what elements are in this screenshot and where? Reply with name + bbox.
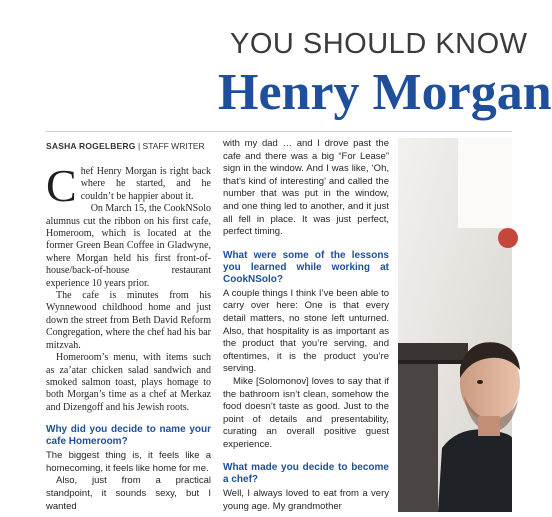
paragraph: On March 15, the CookNSolo alumnus cut the ribbon on his first cafe, Homeroom, which is located at the former Green Bean Coffee in Gladwyne, where Morgan held his first front-of-house/back-of-house restaurant experience 10 years prior.	[46, 203, 211, 289]
answer-paragraph: A couple things I think I’ve been able to carry over here: One is that every detail matters, no stone left unturned. Also, that hospitality is as important as the product that you’re serving, and oftentimes, it is the product you’re serving.	[223, 287, 389, 375]
byline-separator: |	[135, 141, 143, 151]
answer-paragraph: Also, just from a practical standpoint, it sounds sexy, but I wanted	[46, 475, 211, 512]
paragraph: Homeroom’s menu, with items such as za’atar chicken salad sandwich and smoked salmon toast, plays homage to both Morgan’s time as a chef at Merkaz and Dizengoff and his Jewish roots.	[46, 352, 211, 413]
question-heading: Why did you decide to name your cafe Homeroom?	[46, 424, 211, 448]
lead-paragraph	[46, 160, 211, 211]
drop-cap: C	[46, 160, 77, 211]
answer-block	[46, 450, 211, 513]
chef-photo	[398, 138, 512, 512]
header-divider	[46, 131, 512, 132]
answer-paragraph: Well, I always loved to eat from a very young age. My grandmother	[223, 488, 389, 513]
lead-text: hef Henry Morgan is right back where he started, and he couldn’t be happier about it.	[80, 166, 211, 202]
article-column-1	[46, 160, 211, 513]
byline	[46, 141, 205, 151]
byline-author: SASHA ROGELBERG	[46, 141, 136, 151]
paragraph: with my dad … and I drove past the cafe and there was a big “For Lease” sign in the window. And I was like, ‘Oh, that’s kind of interesting’ and called the number that was put in the window, and one thing led to another, and it just all fell in place. It was just perfect, perfect timing.	[223, 138, 389, 238]
answer-paragraph: The biggest thing is, it feels like a homecoming, it feels like home for me.	[46, 450, 211, 474]
headline: Henry Morgan	[218, 64, 552, 121]
byline-role: STAFF WRITER	[142, 141, 205, 151]
chef-photo-illustration	[398, 138, 512, 512]
answer-paragraph: Mike [Solomonov] loves to say that if the bathroom isn’t clean, somehow the food doesn’t taste as good. Just to the point of details and presentability, curating an overall positive guest experience.	[223, 375, 389, 450]
question-heading: What were some of the lessons you learned while working at CookNSolo?	[223, 249, 389, 285]
kicker-title: YOU SHOULD KNOW	[230, 28, 528, 60]
question-heading: What made you decide to become a chef?	[223, 462, 389, 486]
article-column-2	[223, 138, 389, 514]
paragraph: The cafe is minutes from his Wynnewood childhood home and just down the street from Beth David Reform Congregation, where the chef had his bar mitzvah.	[46, 290, 211, 351]
